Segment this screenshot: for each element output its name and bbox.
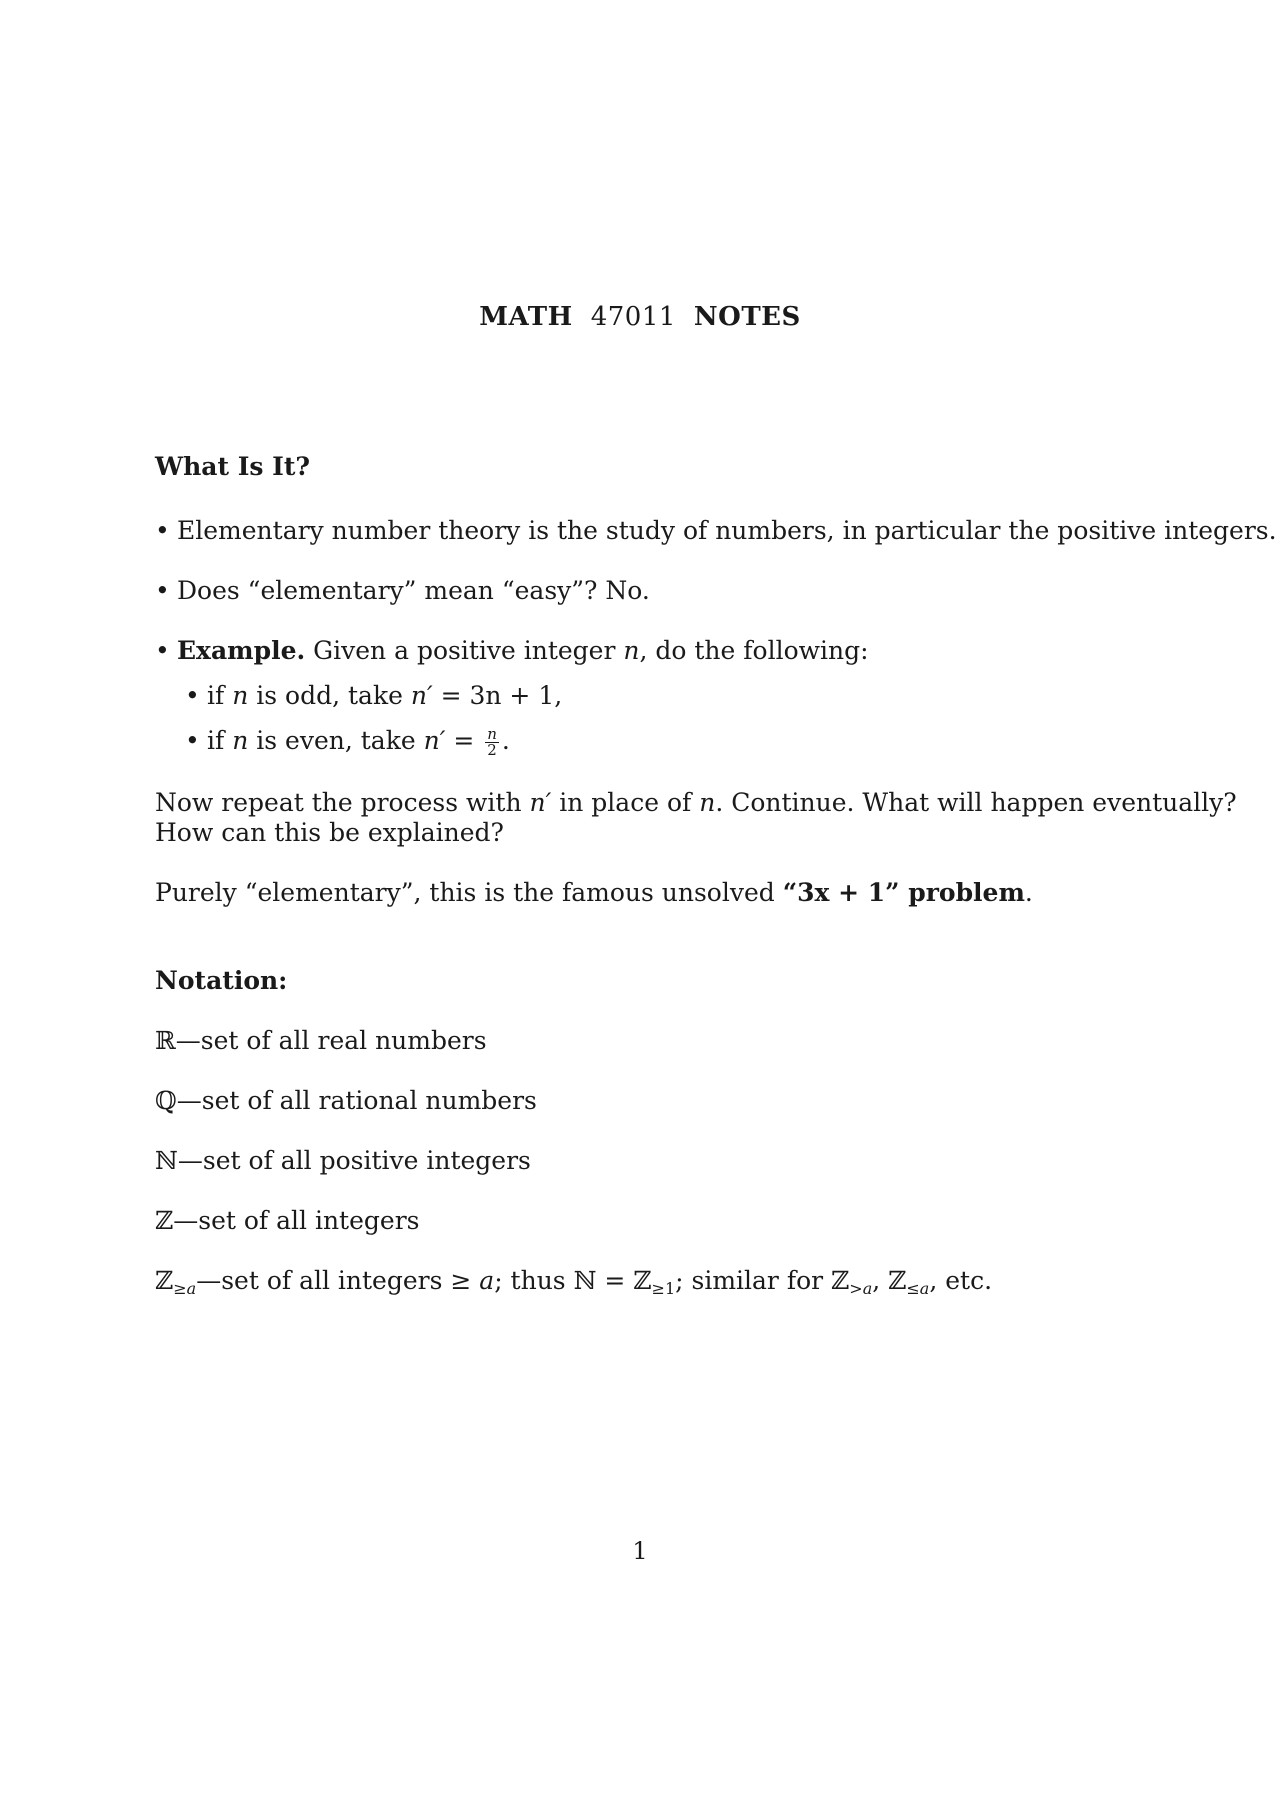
notation-integers (155, 1206, 419, 1235)
sub-even-if: if (207, 726, 225, 755)
notation-ge-var: a (479, 1266, 495, 1295)
sub-bullet-even (185, 726, 510, 758)
bullet-dot: • (155, 516, 170, 545)
notation-rationals (155, 1086, 537, 1115)
bullet-item-2 (155, 576, 650, 605)
fraction-n-over-2 (485, 727, 499, 758)
bullet-item-1 (155, 516, 1277, 545)
fraction-denominator: 2 (487, 741, 497, 759)
subscript-le-a: ≤a (906, 1279, 930, 1298)
sub-odd-text: is odd, take (256, 681, 403, 710)
sub-odd-lhs: n′ (410, 681, 433, 710)
section-heading-what-is-it: What Is It? (155, 452, 311, 481)
notation-ge-text5: , etc. (929, 1266, 993, 1295)
bullet-dot: • (185, 726, 200, 755)
notation-ge-text2: ; thus ℕ = ℤ (494, 1266, 652, 1295)
para-3x-bold: “3x + 1” problem (782, 878, 1025, 907)
bullet-item-2-text: Does “elementary” mean “easy”? No. (177, 576, 650, 605)
notation-reals (155, 1026, 487, 1055)
page-number: 1 (632, 1537, 648, 1565)
bullet-item-1-text: Elementary number theory is the study of numbers, in particular the positive integers. (177, 516, 1277, 545)
symbol-integers: ℤ (155, 1206, 174, 1235)
para-repeat-c: . Continue. What will happen eventually? (715, 788, 1237, 817)
paragraph-repeat-line1 (155, 788, 1237, 817)
sub-bullet-odd (185, 681, 562, 710)
para-repeat-b: in place of (559, 788, 692, 817)
fraction-numerator: n (487, 725, 497, 743)
notation-rationals-text: —set of all rational numbers (176, 1086, 537, 1115)
sub-even-end: . (501, 726, 510, 755)
example-text: Given a positive integer (313, 636, 616, 665)
para-repeat-var1: n′ (529, 788, 552, 817)
symbol-rationals: ℚ (155, 1086, 177, 1115)
sub-odd-var: n (232, 681, 249, 710)
example-var-n: n (623, 636, 640, 665)
section-heading-notation: Notation: (155, 966, 288, 995)
subscript-gt-a: >a (849, 1279, 873, 1298)
page-title (0, 302, 1280, 332)
subscript-ge-a: ≥a (173, 1279, 197, 1298)
example-text-end: , do the following: (639, 636, 869, 665)
sub-even-text: is even, take (256, 726, 416, 755)
paragraph-3x-plus-1 (155, 878, 1033, 907)
sub-even-lhs: n′ (423, 726, 446, 755)
notation-naturals (155, 1146, 531, 1175)
notation-naturals-text: —set of all positive integers (177, 1146, 531, 1175)
notation-ge-text4: , ℤ (872, 1266, 907, 1295)
bullet-item-3 (155, 636, 869, 665)
symbol-integers-ge: ℤ (155, 1266, 174, 1295)
bullet-dot: • (185, 681, 200, 710)
title-part-notes: NOTES (693, 302, 801, 332)
symbol-reals: ℝ (155, 1026, 176, 1055)
title-part-number: 47011 (590, 302, 676, 332)
example-label: Example. (177, 636, 306, 665)
notation-reals-text: —set of all real numbers (175, 1026, 487, 1055)
sub-odd-if: if (207, 681, 225, 710)
symbol-naturals: ℕ (155, 1146, 178, 1175)
sub-odd-rhs: = 3n + 1, (440, 681, 563, 710)
title-part-math: MATH (479, 302, 573, 332)
subscript-ge-1: ≥1 (651, 1279, 676, 1298)
para-3x-text: Purely “elementary”, this is the famous unsolved (155, 878, 775, 907)
notation-ge-text1: —set of all integers ≥ (196, 1266, 472, 1295)
bullet-dot: • (155, 576, 170, 605)
notation-integers-text: —set of all integers (173, 1206, 420, 1235)
paragraph-repeat-line2: How can this be explained? (155, 818, 504, 847)
sub-even-eq: = (453, 726, 475, 755)
notation-integers-ge-a (155, 1266, 992, 1298)
notation-ge-text3: ; similar for ℤ (675, 1266, 850, 1295)
para-repeat-a: Now repeat the process with (155, 788, 522, 817)
para-3x-end: . (1024, 878, 1033, 907)
para-repeat-var2: n (699, 788, 716, 817)
sub-even-var: n (232, 726, 249, 755)
bullet-dot: • (155, 636, 170, 665)
